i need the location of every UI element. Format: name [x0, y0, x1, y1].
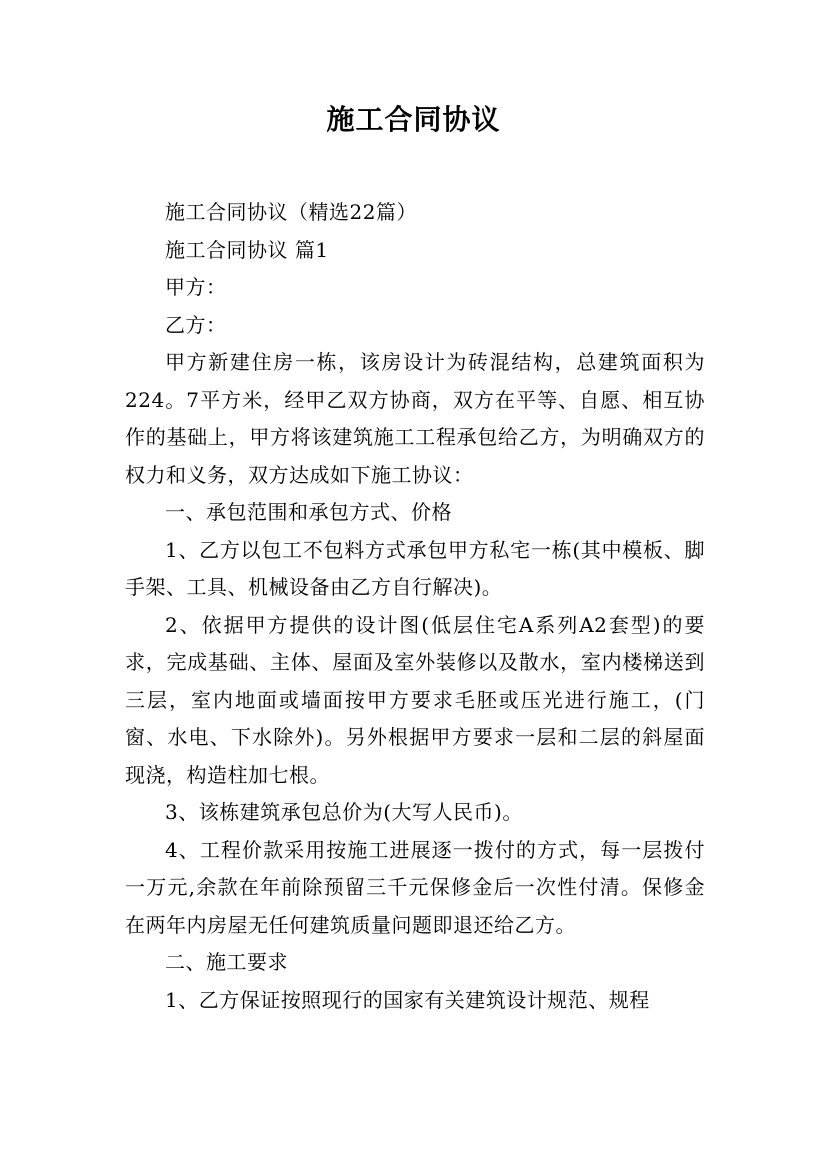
- paragraph-heading-requirements: 二、施工要求: [165, 950, 288, 974]
- paragraph-heading-scope: 一、承包范围和承包方式、价格: [165, 500, 452, 524]
- paragraph-clause-4: 4、工程价款采用按施工进展逐一拨付的方式，每一层拨付一万元,余款在年前除预留三千元保修金后一次性付清。保修金在两年内房屋无任何建筑质量问题即退还给乙方。: [125, 837, 705, 937]
- document-title: 施工合同协议: [326, 103, 501, 136]
- document-body: [125, 194, 705, 1019]
- paragraph-intro: 甲方新建住房一栋，该房设计为砖混结构，总建筑面积为224。7平方米，经甲乙双方协商，双方在平等、自愿、相互协作的基础上，甲方将该建筑施工工程承包给乙方，为明确双方的权力和义务，双方达成如下施工协议：: [125, 350, 705, 487]
- paragraph-clause-1: 1、乙方以包工不包料方式承包甲方私宅一栋(其中模板、脚手架、工具、机械设备由乙方自行解决)。: [125, 537, 705, 599]
- paragraph-requirement-1: 1、乙方保证按照现行的国家有关建筑设计规范、规程: [165, 987, 650, 1012]
- paragraph-party-a: 甲方：: [165, 275, 227, 299]
- paragraph-subtitle: 施工合同协议（精选22篇）: [165, 200, 417, 224]
- paragraph-section-heading: 施工合同协议 篇1: [165, 237, 329, 262]
- paragraph-party-b: 乙方：: [165, 312, 227, 337]
- paragraph-clause-3: 3、该栋建筑承包总价为(大写人民币)。: [165, 800, 523, 824]
- paragraph-clause-2: 2、依据甲方提供的设计图(低层住宅A系列A2套型)的要求，完成基础、主体、屋面及室外装修以及散水，室内楼梯送到三层，室内地面或墙面按甲方要求毛胚或压光进行施工，(门窗、水电、下水除外)。另外根据甲方要求一层和二层的斜屋面现浇，构造柱加七根。: [125, 612, 705, 787]
